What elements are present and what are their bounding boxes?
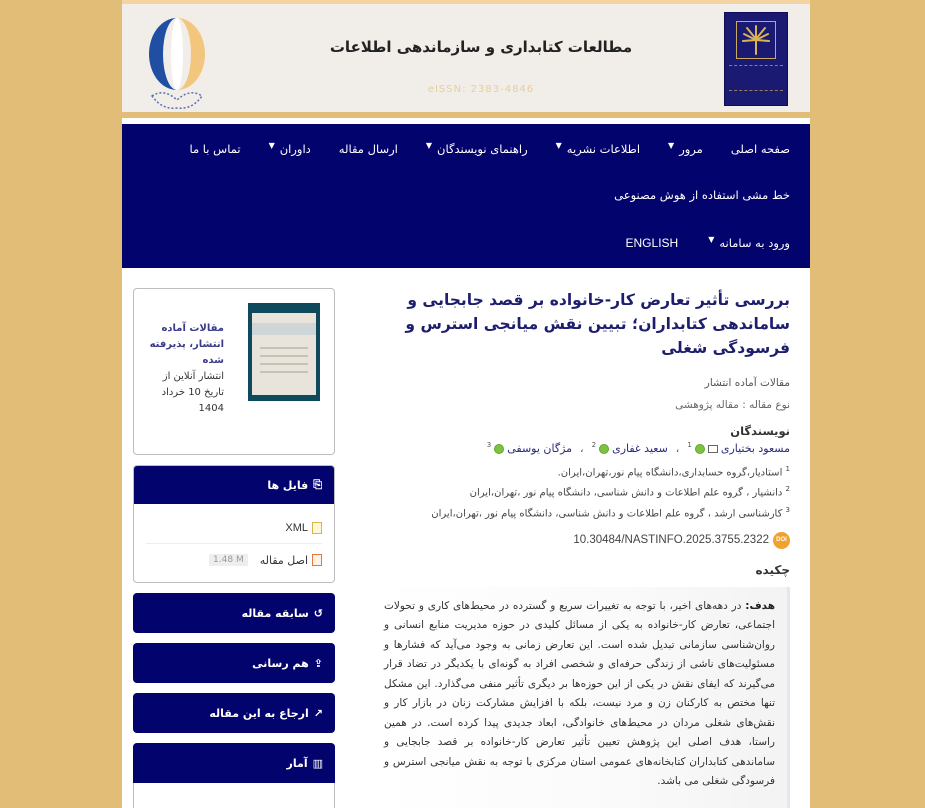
orcid-icon[interactable] [695, 444, 705, 454]
nav-english-label: ENGLISH [625, 236, 679, 250]
caret-down-icon: ▼ [555, 140, 562, 150]
share-button[interactable] [133, 643, 335, 683]
national-library-logo-icon[interactable] [724, 12, 788, 106]
nav-journal-info[interactable] [556, 142, 640, 156]
abstract-heading: چکیده [755, 562, 790, 577]
author-name: مژگان یوسفی [507, 442, 573, 455]
article-type: نوع مقاله : مقاله پژوهشی [675, 399, 790, 411]
nav-contact-label: تماس با ما [189, 142, 241, 156]
share-header [133, 643, 335, 683]
nav-login[interactable] [708, 236, 790, 250]
article-title: بررسی تأثیر تعارض کار-خانواده بر قصد جابجایی و ساماندهی کتابداران؛ تبیین نقش میانجی استرس و فرسودگی شغلی [405, 291, 790, 357]
caret-down-icon: ▼ [708, 234, 715, 244]
abstract-lead: هدف: [745, 599, 775, 612]
article-main [378, 288, 790, 808]
journal-cover-image[interactable] [248, 303, 320, 401]
nav-submit-label: ارسال مقاله [338, 142, 398, 156]
stats-body [133, 783, 335, 808]
logo-caption [729, 65, 783, 91]
author-affil-ref: 2 [591, 440, 597, 449]
nav-journal-info-label: اطلاعات نشریه [566, 142, 641, 156]
external-link-icon: ↗ [313, 706, 323, 720]
cite-header [133, 693, 335, 733]
nav-author-guide-label: راهنمای نویسندگان [437, 142, 528, 156]
nav-contact[interactable] [189, 142, 240, 156]
cite-button[interactable] [133, 693, 335, 733]
sidebar [133, 288, 335, 808]
affil-num: 2 [785, 485, 790, 494]
history-header [133, 593, 335, 633]
files-body [134, 504, 334, 582]
issue-published: انتشار آنلاین از تاریخ 10 خرداد 1404 [161, 371, 224, 414]
issue-info-card [133, 288, 335, 455]
author-affil-ref: 1 [687, 440, 692, 449]
author-affil-ref: 3 [486, 440, 492, 449]
nav-browse-label: مرور [679, 142, 703, 156]
affiliations [378, 461, 790, 522]
author-name: مسعود بختیاری [720, 442, 790, 455]
authors-label: نویسندگان [730, 424, 790, 438]
authors-list [378, 442, 790, 455]
abstract-body [378, 587, 790, 808]
affil-text: دانشیار ، گروه علم اطلاعات و دانش شناسی، دانشگاه پیام نور ،تهران،ایران [469, 487, 783, 499]
nav-row-primary [142, 142, 790, 156]
issue-status[interactable]: مقالات آماده انتشار، پذیرفته شده [149, 323, 224, 366]
author-separator: ، [675, 442, 680, 455]
nav-home[interactable] [731, 142, 790, 156]
affil-num: 3 [785, 505, 790, 514]
orcid-icon[interactable] [494, 444, 504, 454]
nav-english[interactable] [626, 236, 679, 250]
files-title: فایل ها [267, 478, 309, 492]
university-logo-icon[interactable] [144, 14, 210, 114]
doi-link[interactable]: 10.30484/NASTINFO.2025.3755.2322 [573, 534, 769, 547]
caret-down-icon: ▼ [268, 140, 275, 150]
author-name: سعید غفاری [612, 442, 668, 455]
tree-emblem-icon [736, 21, 776, 59]
mail-icon[interactable] [708, 445, 718, 453]
nav-row-secondary [142, 188, 790, 202]
history-button[interactable] [133, 593, 335, 633]
site-header [122, 0, 810, 118]
nav-login-label: ورود به سامانه [719, 236, 790, 250]
journal-title: مطالعات کتابداری و سازماندهی اطلاعات [329, 38, 633, 56]
page-container [122, 0, 810, 808]
nav-reviewers-label: داوران [279, 142, 311, 156]
nav-ai-policy-label: خط مشی استفاده از هوش مصنوعی [614, 188, 790, 202]
doi-icon: DOI [773, 532, 790, 549]
issue-info-text [144, 321, 224, 417]
files-header [134, 466, 334, 504]
bar-chart-icon: ▥ [312, 756, 323, 770]
article-status[interactable]: مقالات آماده انتشار [704, 377, 790, 389]
affil-text: استادیار،گروه حسابداری،دانشگاه پیام نور،تهران،ایران. [557, 467, 783, 479]
author-2[interactable] [592, 442, 668, 455]
pdf-file-icon [312, 554, 322, 566]
affil-text: کارشناسی ارشد ، گروه علم اطلاعات و دانش شناسی، دانشگاه پیام نور ،تهران،ایران [431, 507, 783, 519]
affiliation-3 [378, 502, 790, 522]
history-label: سابقه مقاله [241, 606, 309, 620]
nav-author-guide[interactable] [426, 142, 528, 156]
nav-browse[interactable] [668, 142, 703, 156]
file-size-badge: 1.48 M [209, 554, 248, 566]
nav-home-label: صفحه اصلی [730, 142, 790, 156]
stats-label: آمار [286, 756, 308, 770]
file-label: اصل مقاله [259, 553, 308, 567]
author-1[interactable] [687, 442, 790, 455]
nav-ai-policy[interactable] [614, 188, 790, 202]
affiliation-1 [378, 461, 790, 481]
share-icon: ⇪ [313, 656, 323, 670]
caret-down-icon: ▼ [668, 140, 675, 150]
abstract-text: در دهه‌های اخیر، با توجه به تغییرات سریع و گسترده در محیط‌های کاری و تحولات اجتماعی، تعارض کار-خانواده به یکی از مسائل کلیدی در حوزه مدیریت منابع انسانی و روان‌شناسی سازمانی تبدیل شده است. این تعارض زمانی به وجود می‌آید که فشارها و مسئولیت‌های ناشی از زندگی حرفه‌ای و شخصی افراد به گونه‌ای با یکدیگر در تضاد قرار می‌گیرند که ایفای نقش در یکی از این حوزه‌ها بر دیگری تأثیر منفی می‌گذارد. این مشکل تنها مختص به کارکنان زن و مرد نیست، بلکه با افزایش مشارکت زنان در بازار کار و نقش‌های شغلی مردان در محیط‌های خانوادگی، ابعاد جدیدی پیدا کرده است. در همین راستا، هدف اصلی این پژوهش تعیین تأثیر تعارض کار-خانواده بر قصد جابجایی و ساماندهی کتابداران کتابخانه‌های عمومی استان مرکزی با توجه به نقش میانجی استرس و فرسودگی شغلی می باشد. [384, 599, 775, 788]
files-icon: ⎘ [313, 478, 322, 491]
main-navigation [122, 124, 810, 268]
cite-label: ارجاع به این مقاله [209, 706, 309, 720]
nav-row-tertiary [142, 236, 790, 250]
stats-header [133, 743, 335, 783]
caret-down-icon: ▼ [425, 140, 433, 150]
doi-row [378, 532, 790, 549]
issn-label: eISSN: 2383-4846 [427, 84, 535, 95]
nav-submit[interactable] [339, 142, 398, 156]
files-card [133, 465, 335, 583]
affil-num: 1 [785, 465, 790, 473]
author-separator: ، [580, 442, 584, 455]
nav-reviewers[interactable] [269, 142, 311, 156]
file-xml[interactable] [146, 512, 322, 544]
stats-panel[interactable] [133, 743, 335, 808]
author-3[interactable] [487, 442, 572, 455]
orcid-icon[interactable] [599, 444, 609, 454]
xml-file-icon [312, 522, 322, 534]
affiliation-2 [378, 481, 790, 501]
file-label: XML [285, 521, 308, 534]
cover-inner [252, 313, 316, 395]
file-pdf[interactable] [146, 544, 322, 576]
history-icon: ↺ [313, 606, 323, 620]
share-label: هم رسانی [252, 656, 309, 670]
